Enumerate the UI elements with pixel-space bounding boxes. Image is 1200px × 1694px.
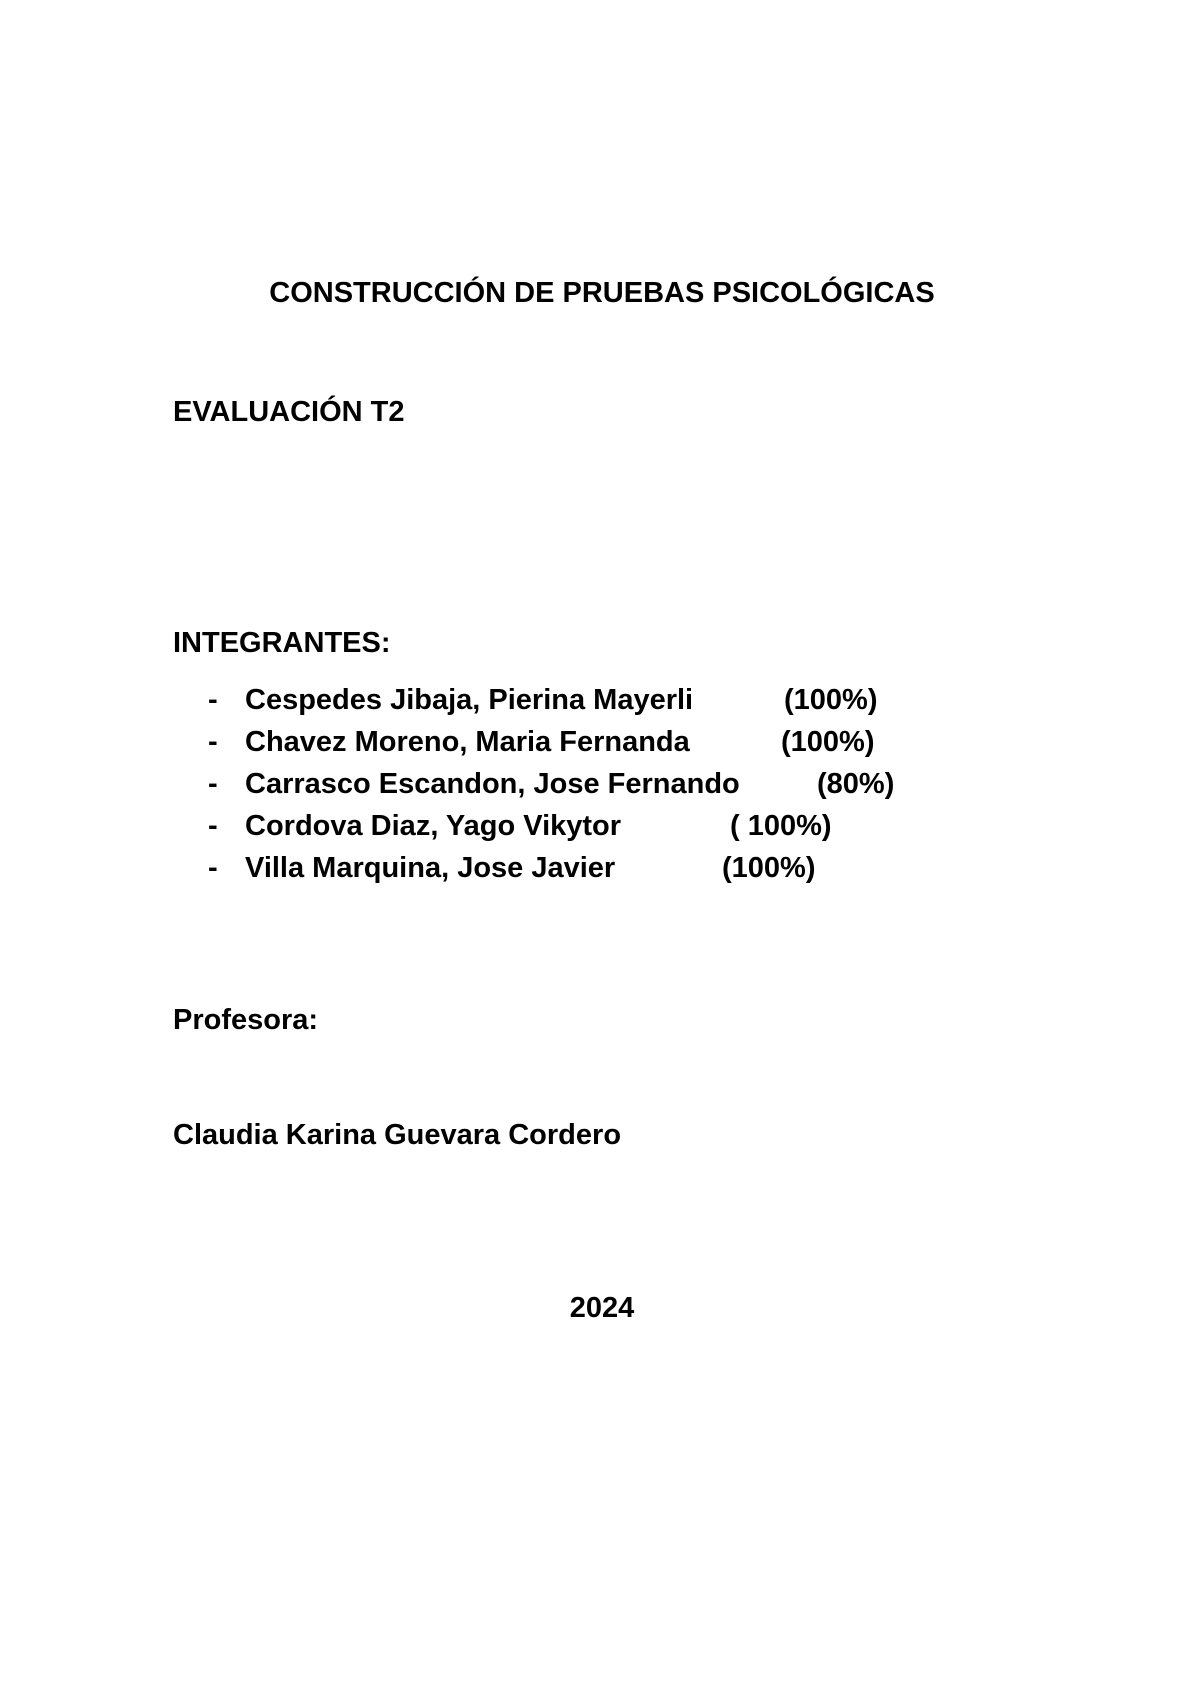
course-title: CONSTRUCCIÓN DE PRUEBAS PSICOLÓGICAS <box>269 277 935 309</box>
professor-name: Claudia Karina Guevara Cordero <box>173 1119 622 1151</box>
bullet-dash: - <box>208 768 218 800</box>
member-name: Cordova Diaz, Yago Vikytor <box>245 810 622 842</box>
list-item <box>208 851 816 893</box>
list-item <box>208 809 832 851</box>
member-name: Cespedes Jibaja, Pierina Mayerli <box>245 684 694 716</box>
evaluation-title: EVALUACIÓN T2 <box>173 396 405 428</box>
bullet-dash: - <box>208 852 218 884</box>
member-share: ( 100%) <box>730 810 832 842</box>
member-share: (100%) <box>784 684 878 716</box>
list-item <box>208 683 878 725</box>
members-heading: INTEGRANTES: <box>173 627 391 659</box>
bullet-dash: - <box>208 726 218 758</box>
member-share: (100%) <box>722 852 816 884</box>
year: 2024 <box>569 1292 635 1324</box>
bullet-dash: - <box>208 810 218 842</box>
professor-label: Profesora: <box>173 1004 319 1036</box>
member-list <box>208 683 895 893</box>
member-name: Carrasco Escandon, Jose Fernando <box>245 768 740 800</box>
member-share: (80%) <box>817 768 895 800</box>
member-name: Chavez Moreno, Maria Fernanda <box>245 726 690 758</box>
member-share: (100%) <box>781 726 875 758</box>
bullet-dash: - <box>208 684 218 716</box>
list-item <box>208 767 895 809</box>
member-name: Villa Marquina, Jose Javier <box>245 852 616 884</box>
list-item <box>208 725 875 767</box>
